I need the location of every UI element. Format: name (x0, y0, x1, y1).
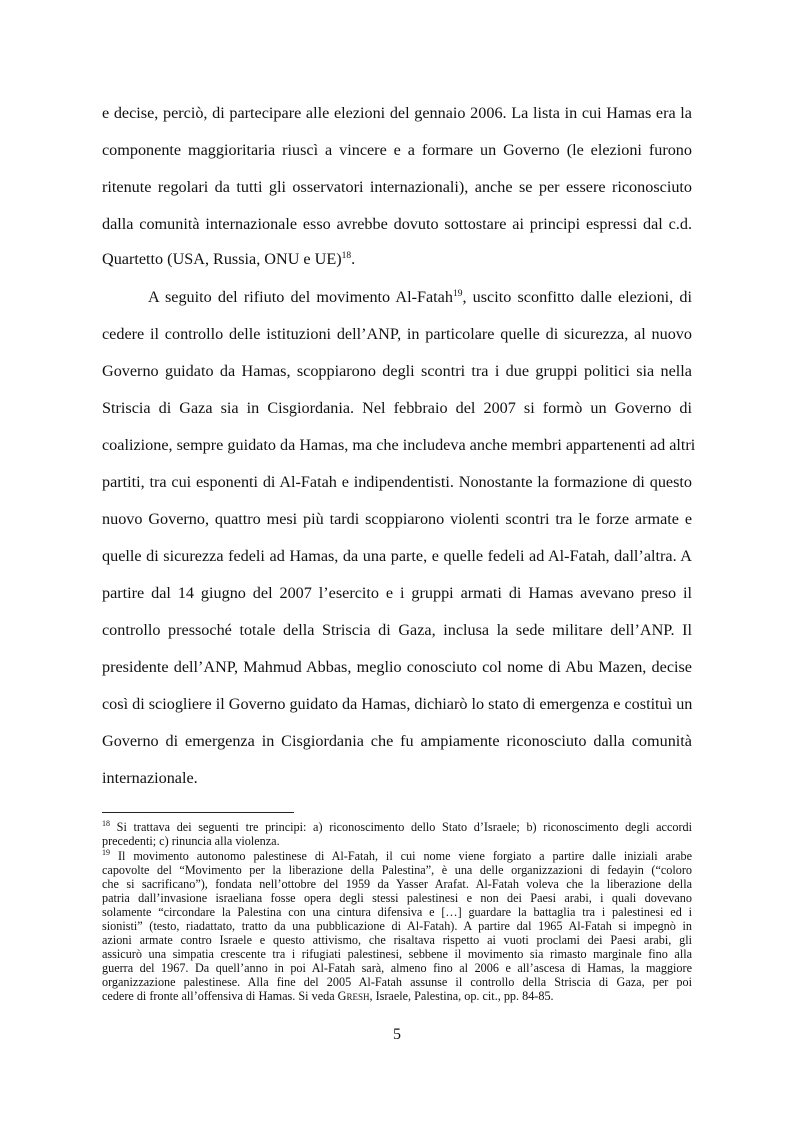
text-line: Governo di emergenza in Cisgiordania che fu ampiamente riconosciuto dalla comunità (102, 732, 692, 750)
text-line: Governo guidato da Hamas, scoppiarono degli scontri tra i due gruppi politici sia nella (102, 362, 692, 380)
footnote-line: assicurò una simpatia crescente tra i rifugiati palestinesi, sebbene il movimento sia rimasto marginale fino alla (102, 947, 692, 961)
text-line: Striscia di Gaza sia in Cisgiordania. Nel febbraio del 2007 si formò un Governo di (102, 399, 692, 417)
text-line: nuovo Governo, quattro mesi più tardi scoppiarono violenti scontri tra le forze armate e (102, 510, 692, 528)
footnote-line: organizzazione palestinese. Alla fine del 2005 Al-Fatah assunse il controllo della Striscia di Gaza, per poi (102, 975, 692, 989)
footnote-line: capovolte del “Movimento per la liberazione della Palestina”, è una delle organizzazioni di fedayin (“coloro (102, 863, 692, 877)
text-fragment: A seguito del rifiuto del movimento Al-Fatah (148, 288, 453, 306)
text-line: ritenute regolari da tutti gli osservatori internazionali), anche se per essere riconosciuto (102, 178, 692, 196)
footnote-text: Il movimento autonomo palestinese di Al-Fatah, il cui nome viene forgiato a partire dalle iniziali arabe (110, 849, 692, 863)
text-line: componente maggioritaria riuscì a vincere e a formare un Governo (le elezioni furono (102, 141, 692, 159)
text-line (148, 284, 692, 310)
text-line: partiti, tra cui esponenti di Al-Fatah e indipendentisti. Nonostante la formazione di questo (102, 473, 692, 491)
footnote-line: guerra del 1967. Da quell’anno in poi Al-Fatah sarà, almeno fino al 2006 e all’ascesa di Hamas, la maggiore (102, 961, 692, 975)
text-line: e decise, perciò, di partecipare alle elezioni del gennaio 2006. La lista in cui Hamas era la (102, 104, 692, 122)
footnote-line (102, 820, 692, 834)
text-line: internazionale. (102, 769, 198, 787)
footnote-ref-19: 19 (452, 289, 463, 299)
text-line: coalizione, sempre guidato da Hamas, ma che includeva anche membri appartenenti ad altri (102, 436, 696, 454)
footnote-line: che si sacrificano”), fondata nell’ottobre del 1959 da Yasser Arafat. Al-Fatah voleva che la liberazione della (102, 877, 692, 891)
footnote-line (102, 989, 692, 1003)
footnote-line: sionisti” (testo, riadattato, tratto da una pubblicazione di Al-Fatah). A partire dal 1965 Al-Fatah si impegnò in (102, 919, 692, 933)
footnote-text: , Israele, Palestina, op. cit., pp. 84-85. (369, 989, 554, 1003)
text-line: così di sciogliere il Governo guidato da Hamas, dichiarò lo stato di emergenza e costituì un (102, 695, 693, 713)
footnote-line: azioni armate contro Israele e questo attivismo, che risaltava rispetto ai vuoti proclami dei Paesi arabi, gli (102, 933, 692, 947)
text-fragment: . (351, 250, 356, 268)
cited-author: Gresh (337, 989, 370, 1003)
text-line: controllo pressoché totale della Striscia di Gaza, inclusa la sede militare dell’ANP. Il (102, 621, 692, 639)
footnote-separator (102, 812, 294, 813)
footnote-line: precedenti; c) rinuncia alla violenza. (102, 834, 280, 848)
footnote-text: cedere di fronte all’offensiva di Hamas. Si veda (102, 989, 338, 1003)
text-line: dalla comunità internazionale esso avrebbe dovuto sottostare ai principi espressi dal c.d. (102, 215, 692, 233)
text-line: quelle di sicurezza fedeli ad Hamas, da una parte, e quelle fedeli ad Al-Fatah, dall’altra. A (102, 547, 692, 565)
text-line: partire dal 14 giugno del 2007 l’esercito e i gruppi armati di Hamas avevano preso il (102, 584, 692, 602)
page-number: 5 (393, 1026, 401, 1043)
text-line: presidente dell’ANP, Mahmud Abbas, meglio conosciuto col nome di Abu Mazen, decise (102, 658, 692, 676)
footnote-number-19: 19 (102, 848, 110, 857)
footnote-line: patria dall’invasione israeliana fosse opera degli stessi palestinesi e non dei Paesi arabi, i quali dovevano (102, 891, 692, 905)
text-line (102, 246, 692, 272)
footnote-number-18: 18 (102, 819, 110, 828)
text-fragment: , uscito sconfitto dalle elezioni, di (462, 288, 692, 306)
text-fragment: Quartetto (USA, Russia, ONU e UE) (102, 250, 342, 268)
footnote-line: solamente “circondare la Palestina con una cintura difensiva e […] guardare la battaglia tra i palestinesi ed i (102, 905, 692, 919)
footnote-line (102, 849, 692, 863)
text-line: cedere il controllo delle istituzioni dell’ANP, in particolare quelle di sicurezza, al nuovo (102, 325, 692, 343)
footnote-text: Si trattava dei seguenti tre principi: a) riconoscimento dello Stato d’Israele; b) riconoscimento degli accordi (110, 820, 692, 834)
footnote-ref-18: 18 (341, 251, 352, 261)
